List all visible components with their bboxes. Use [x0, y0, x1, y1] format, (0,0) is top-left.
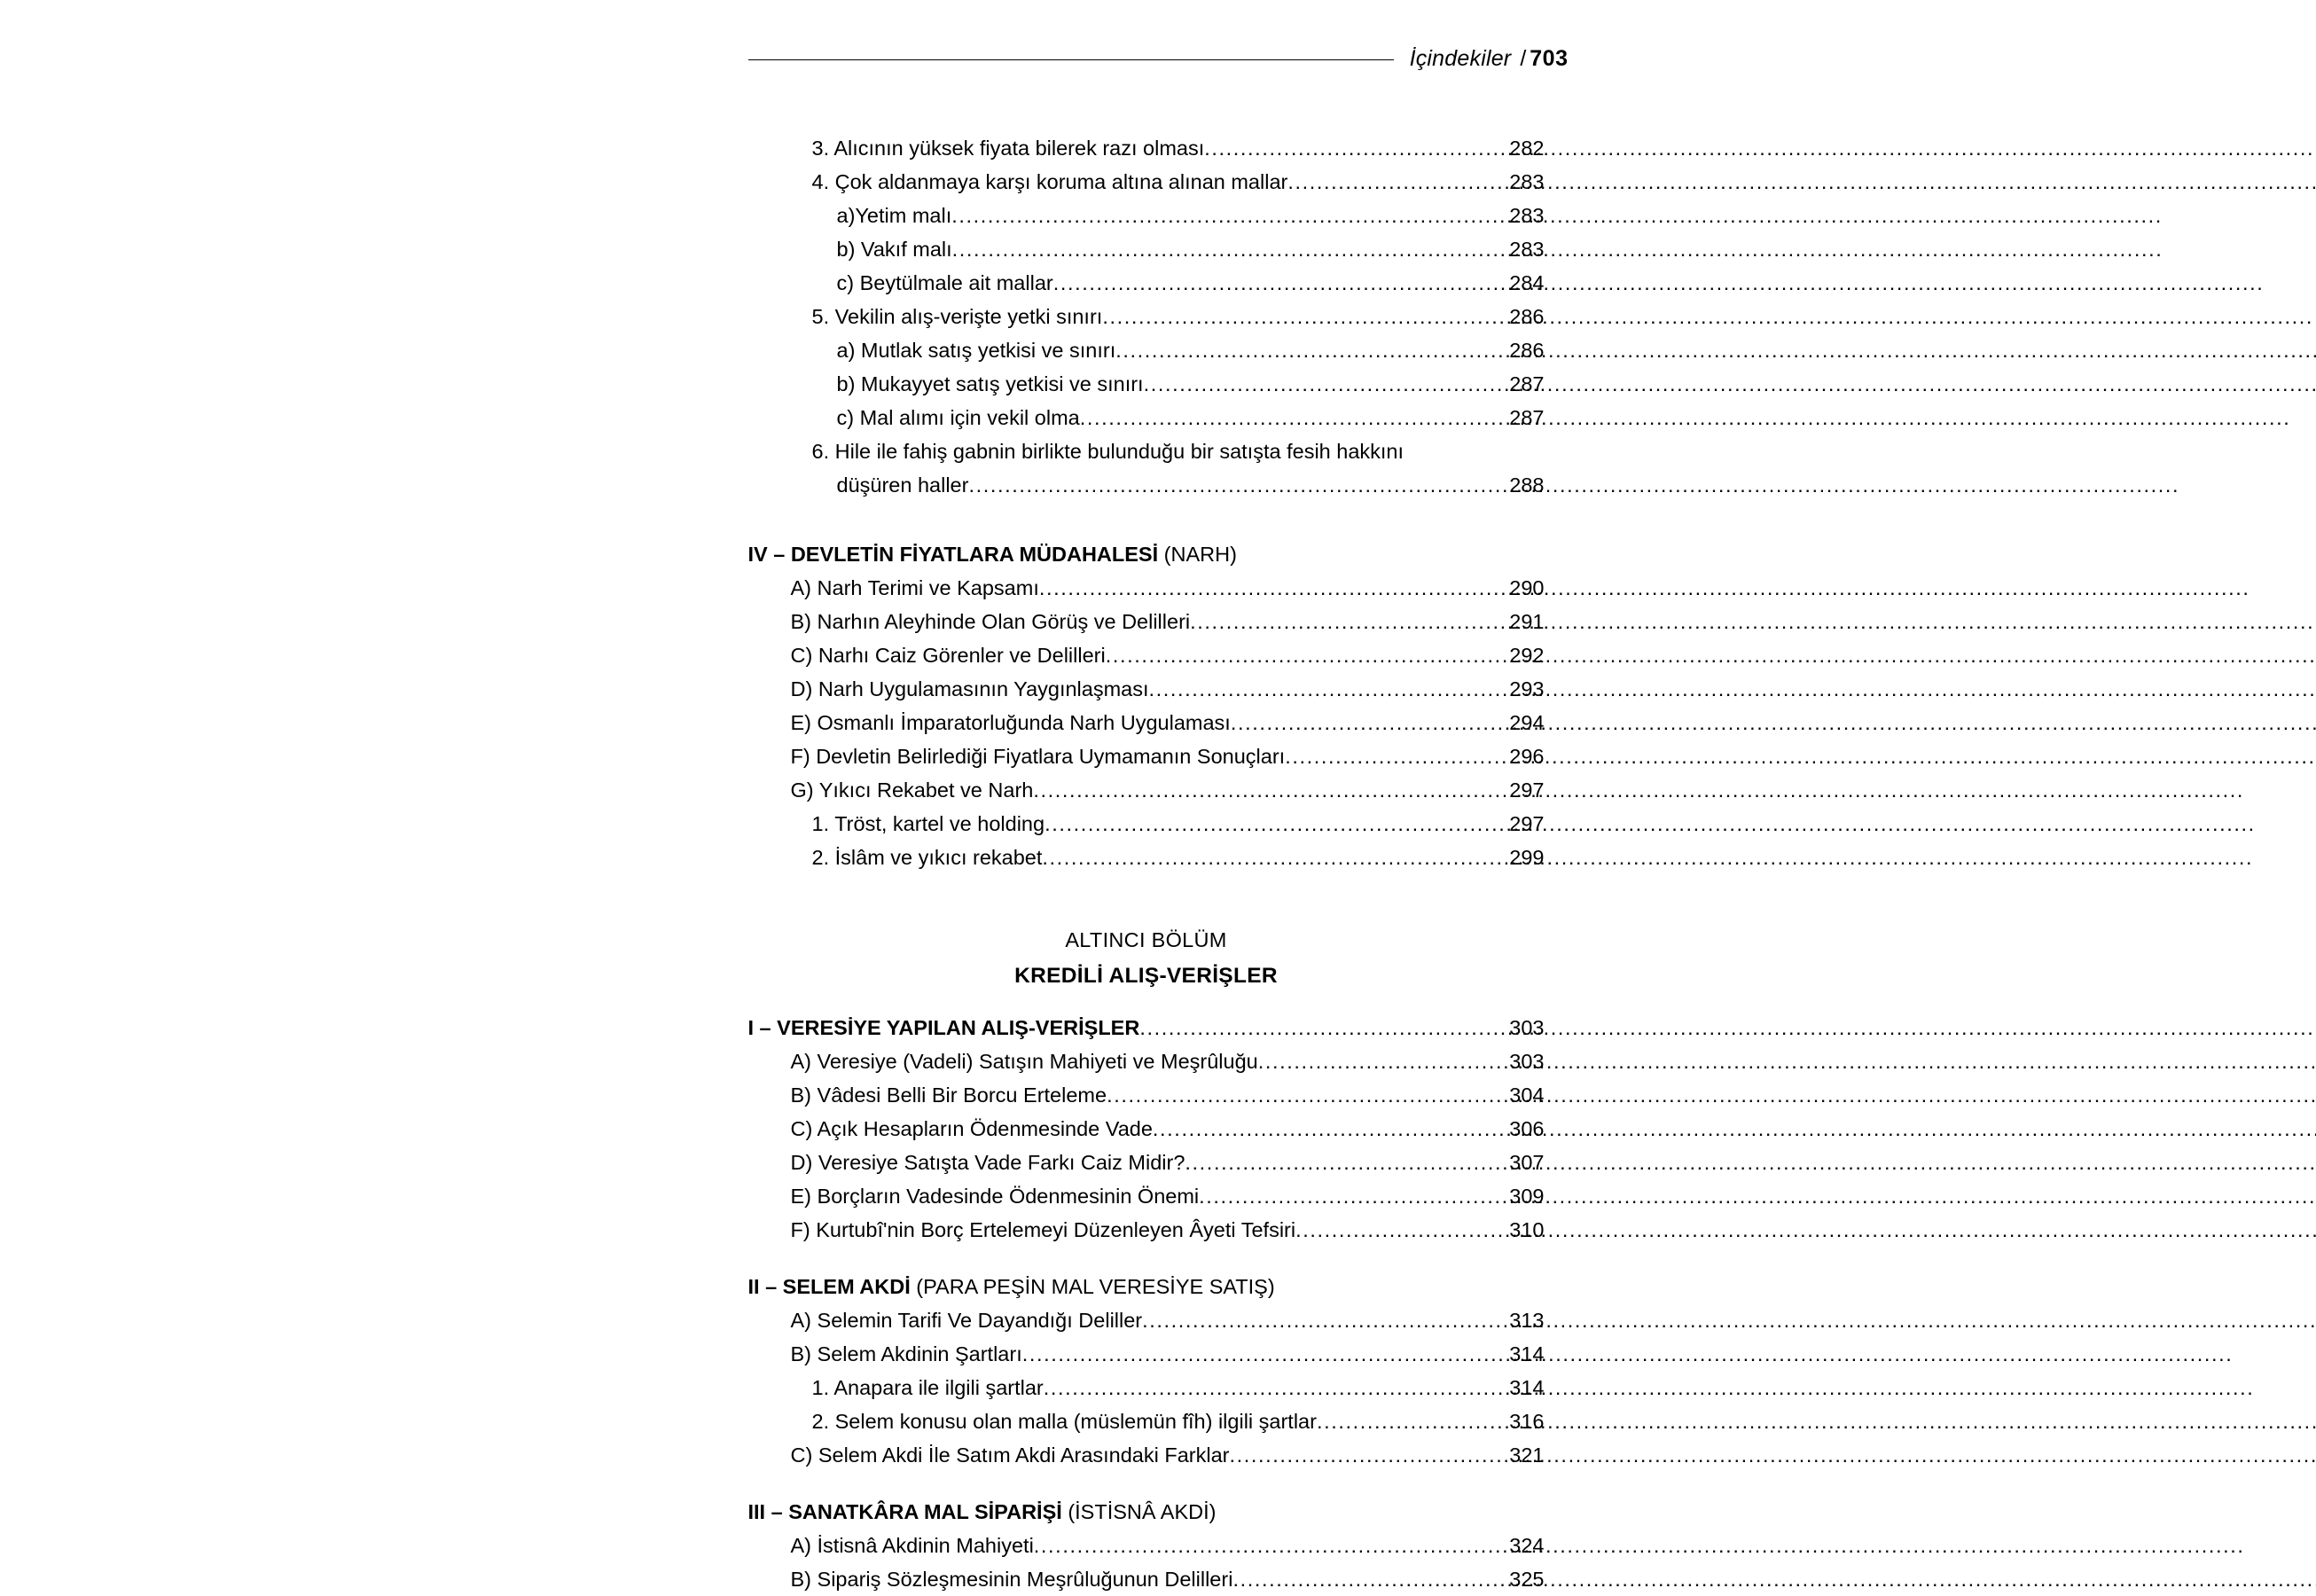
leader-dots	[1232, 1576, 1509, 1596]
toc-entry-page: 309	[1509, 1179, 1544, 1213]
toc-entry	[791, 1213, 1545, 1247]
toc-entry-title: a)Yetim malı	[837, 199, 952, 232]
toc-entry-title: C) Selem Akdi İle Satım Akdi Arasındaki Farklar	[791, 1438, 1230, 1472]
leader-dots	[1285, 753, 1509, 774]
toc-entry-page: 306	[1509, 1112, 1544, 1146]
toc-entry-page: 296	[1509, 739, 1544, 773]
toc-entry-page: 297	[1509, 773, 1544, 807]
toc-section-heading-i	[748, 1011, 1545, 1044]
leader-dots	[968, 481, 1509, 503]
toc-entry-title: 4. Çok aldanmaya karşı koruma altına alınan mallar	[812, 165, 1288, 199]
section-heading-normal: (PARA PEŞİN MAL VERESİYE SATIŞ)	[916, 1270, 1274, 1303]
toc-body	[748, 131, 1545, 1596]
toc-entry	[791, 638, 1545, 672]
leader-dots	[1044, 1384, 1510, 1405]
toc-entry-title: 6. Hile ile fahiş gabnin birlikte bulunduğu bir satışta fesih hakkını	[812, 434, 1404, 468]
leader-dots	[1204, 145, 1509, 166]
toc-entry-title: A) İstisnâ Akdinin Mahiyeti	[791, 1529, 1034, 1562]
leader-dots	[1042, 854, 1509, 875]
chapter-title: KREDİLİ ALIŞ-VERİŞLER	[748, 958, 1545, 995]
toc-entry-page: 316	[1509, 1404, 1544, 1438]
leader-dots	[1139, 1024, 1509, 1045]
toc-entry	[812, 131, 1545, 165]
toc-group-gabn	[748, 131, 1545, 434]
spacer	[748, 502, 1545, 537]
leader-dots	[1102, 313, 1509, 334]
leader-dots	[1295, 1226, 1509, 1248]
toc-entry-page: 292	[1509, 638, 1544, 672]
toc-entry-title: C) Açık Hesapların Ödenmesinde Vade	[791, 1112, 1153, 1146]
toc-entry-page: 284	[1509, 266, 1544, 300]
toc-entry-page: 325	[1509, 1562, 1544, 1596]
leader-dots	[1039, 584, 1509, 606]
leader-dots	[1153, 1125, 1509, 1146]
spacer	[748, 1472, 1545, 1495]
toc-entry	[791, 773, 1545, 807]
toc-entry-page: 283	[1509, 199, 1544, 232]
toc-entry	[791, 1337, 1545, 1371]
toc-entry-title: 3. Alıcının yüksek fiyata bilerek razı olması	[812, 131, 1205, 165]
toc-entry-page: 287	[1509, 401, 1544, 434]
leader-dots	[1022, 1350, 1510, 1372]
toc-entry-title: 5. Vekilin alış-verişte yetki sınırı	[812, 300, 1103, 333]
leader-dots	[1053, 279, 1510, 301]
toc-entry	[791, 1438, 1545, 1472]
section-heading-bold: I – VERESİYE YAPILAN ALIŞ-VERİŞLER	[748, 1011, 1140, 1044]
leader-dots	[1107, 1091, 1509, 1113]
toc-group-section-i	[748, 1044, 1545, 1247]
leader-dots	[1199, 1193, 1509, 1214]
toc-entry	[837, 266, 1545, 300]
toc-entry-title: F) Kurtubî'nin Borç Ertelemeyi Düzenleyen Âyeti Tefsiri	[791, 1213, 1296, 1247]
section-heading-bold: III – SANATKÂRA MAL SİPARİŞİ	[748, 1495, 1062, 1529]
toc-section-heading-iii	[748, 1495, 1545, 1529]
toc-entry-title: E) Borçların Vadesinde Ödenmesinin Önemi	[791, 1179, 1200, 1213]
toc-entry	[791, 1303, 1545, 1337]
toc-entry	[812, 300, 1545, 333]
toc-group-section-iii	[748, 1529, 1545, 1596]
toc-entry-page: 291	[1509, 605, 1544, 638]
toc-entry-title: B) Selem Akdinin Şartları	[791, 1337, 1022, 1371]
leader-dots	[1404, 448, 1544, 469]
toc-entry-page: 310	[1509, 1213, 1544, 1247]
toc-entry-title: A) Veresiye (Vadeli) Satışın Mahiyeti ve Meşrûluğu	[791, 1044, 1258, 1078]
toc-group-section-ii	[748, 1303, 1545, 1472]
toc-entry-page: 303	[1509, 1044, 1544, 1078]
leader-dots	[1287, 178, 1509, 200]
leader-dots	[1258, 1058, 1510, 1079]
toc-entry-title: B) Narhın Aleyhinde Olan Görüş ve Delilleri	[791, 605, 1191, 638]
toc-entry	[791, 739, 1545, 773]
toc-entry-line	[812, 434, 1545, 468]
toc-entry	[791, 672, 1545, 706]
toc-entry-page: 290	[1509, 571, 1544, 605]
toc-entry-title: a) Mutlak satış yetkisi ve sınırı	[837, 333, 1116, 367]
toc-entry	[791, 706, 1545, 739]
chapter-block	[748, 922, 1545, 995]
toc-entry	[837, 367, 1545, 401]
header-label: İçindekiler	[1410, 46, 1512, 72]
toc-entry-title: D) Narh Uygulamasının Yaygınlaşması	[791, 672, 1149, 706]
leader-dots	[1230, 1451, 1510, 1473]
toc-entry-title: 1. Anapara ile ilgili şartlar	[812, 1371, 1044, 1404]
running-head	[748, 41, 1569, 76]
toc-entry-page: 297	[1509, 807, 1544, 841]
toc-entry-page: 313	[1509, 1303, 1544, 1337]
toc-entry-title: F) Devletin Belirlediği Fiyatlara Uymamanın Sonuçları	[791, 739, 1286, 773]
toc-entry	[791, 1044, 1545, 1078]
toc-entry-page: 314	[1509, 1337, 1544, 1371]
toc-entry	[791, 1529, 1545, 1562]
toc-entry-title: 2. İslâm ve yıkıcı rekabet	[812, 841, 1043, 874]
toc-entry	[791, 1112, 1545, 1146]
toc-entry-page: 321	[1509, 1438, 1544, 1472]
toc-entry-page: 287	[1509, 367, 1544, 401]
toc-entry-title: c) Beytülmale ait mallar	[837, 266, 1053, 300]
toc-entry-title: düşüren haller	[837, 468, 969, 502]
spacer	[748, 1247, 1545, 1270]
toc-entry-title: B) Sipariş Sözleşmesinin Meşrûluğunun Delilleri	[791, 1562, 1233, 1596]
leader-dots	[1185, 1159, 1509, 1180]
toc-entry-page: 286	[1509, 333, 1544, 367]
leader-dots	[951, 212, 1509, 233]
toc-entry	[791, 1562, 1545, 1596]
toc-entry-title: b) Mukayyet satış yetkisi ve sınırı	[837, 367, 1144, 401]
chapter-label: ALTINCI BÖLÜM	[748, 922, 1545, 958]
toc-entry-title: b) Vakıf malı	[837, 232, 952, 266]
toc-page	[635, 0, 1682, 1466]
toc-entry-title: c) Mal alımı için vekil olma	[837, 401, 1080, 434]
toc-entry	[812, 807, 1545, 841]
leader-dots	[1231, 719, 1509, 740]
toc-entry-title: A) Selemin Tarifi Ve Dayandığı Deliller	[791, 1303, 1143, 1337]
toc-entry-page: 283	[1509, 165, 1544, 199]
leader-dots	[1034, 1542, 1509, 1563]
toc-entry-title: D) Veresiye Satışta Vade Farkı Caiz Midir?	[791, 1146, 1185, 1179]
toc-entry-item6	[748, 434, 1545, 502]
leader-dots	[1144, 380, 1510, 402]
leader-dots	[1115, 347, 1509, 368]
toc-entry-page: 314	[1509, 1371, 1544, 1404]
toc-entry	[812, 165, 1545, 199]
toc-entry	[791, 605, 1545, 638]
toc-entry-page: 324	[1509, 1529, 1544, 1562]
toc-entry-page: 304	[1509, 1078, 1544, 1112]
toc-entry	[812, 1371, 1545, 1404]
leader-dots	[1149, 685, 1510, 707]
leader-dots	[1106, 652, 1510, 673]
toc-entry-page: 299	[1509, 841, 1544, 874]
leader-dots	[1080, 414, 1510, 435]
leader-dots	[1033, 786, 1509, 808]
toc-entry-page: 283	[1509, 232, 1544, 266]
toc-section-heading-ii	[748, 1270, 1545, 1303]
toc-entry-title: G) Yıkıcı Rekabet ve Narh	[791, 773, 1034, 807]
toc-entry-page: 303	[1509, 1011, 1544, 1044]
leader-dots	[1045, 820, 1509, 841]
toc-entry-page: 286	[1509, 300, 1544, 333]
toc-entry-page: 282	[1509, 131, 1544, 165]
toc-entry-page: 293	[1509, 672, 1544, 706]
toc-entry-title: 1. Tröst, kartel ve holding	[812, 807, 1045, 841]
toc-entry	[812, 841, 1545, 874]
toc-group-section-iv	[748, 571, 1545, 874]
section-heading-normal: (İSTİSNÂ AKDİ)	[1068, 1495, 1216, 1529]
leader-dots	[1190, 618, 1509, 639]
header-rule	[748, 59, 1394, 60]
header-page-number: 703	[1530, 46, 1568, 72]
toc-entry	[791, 571, 1545, 605]
toc-entry	[837, 401, 1545, 434]
leader-dots	[952, 246, 1510, 267]
toc-entry-page: 294	[1509, 706, 1544, 739]
toc-entry	[812, 1404, 1545, 1438]
section-heading-bold: IV – DEVLETİN FİYATLARA MÜDAHALESİ	[748, 537, 1159, 571]
toc-entry-title: A) Narh Terimi ve Kapsamı	[791, 571, 1039, 605]
section-heading-normal: (NARH)	[1164, 537, 1237, 571]
section-heading-bold: II – SELEM AKDİ	[748, 1270, 911, 1303]
toc-entry	[791, 1146, 1545, 1179]
leader-dots	[1142, 1317, 1509, 1338]
header-separator: /	[1511, 46, 1530, 72]
toc-entry-line	[837, 468, 1545, 502]
toc-entry	[837, 232, 1545, 266]
toc-entry	[837, 199, 1545, 232]
toc-entry-title: C) Narhı Caiz Görenler ve Delilleri	[791, 638, 1106, 672]
toc-entry-title: 2. Selem konusu olan malla (müslemün fîh) ilgili şartlar	[812, 1404, 1317, 1438]
toc-entry	[837, 333, 1545, 367]
toc-entry	[791, 1179, 1545, 1213]
toc-entry-page: 288	[1509, 468, 1544, 502]
toc-entry-title: B) Vâdesi Belli Bir Borcu Erteleme	[791, 1078, 1107, 1112]
toc-entry	[791, 1078, 1545, 1112]
toc-entry-title: E) Osmanlı İmparatorluğunda Narh Uygulaması	[791, 706, 1231, 739]
leader-dots	[1317, 1418, 1509, 1439]
toc-section-heading-iv	[748, 537, 1545, 571]
toc-entry-page: 307	[1509, 1146, 1544, 1179]
